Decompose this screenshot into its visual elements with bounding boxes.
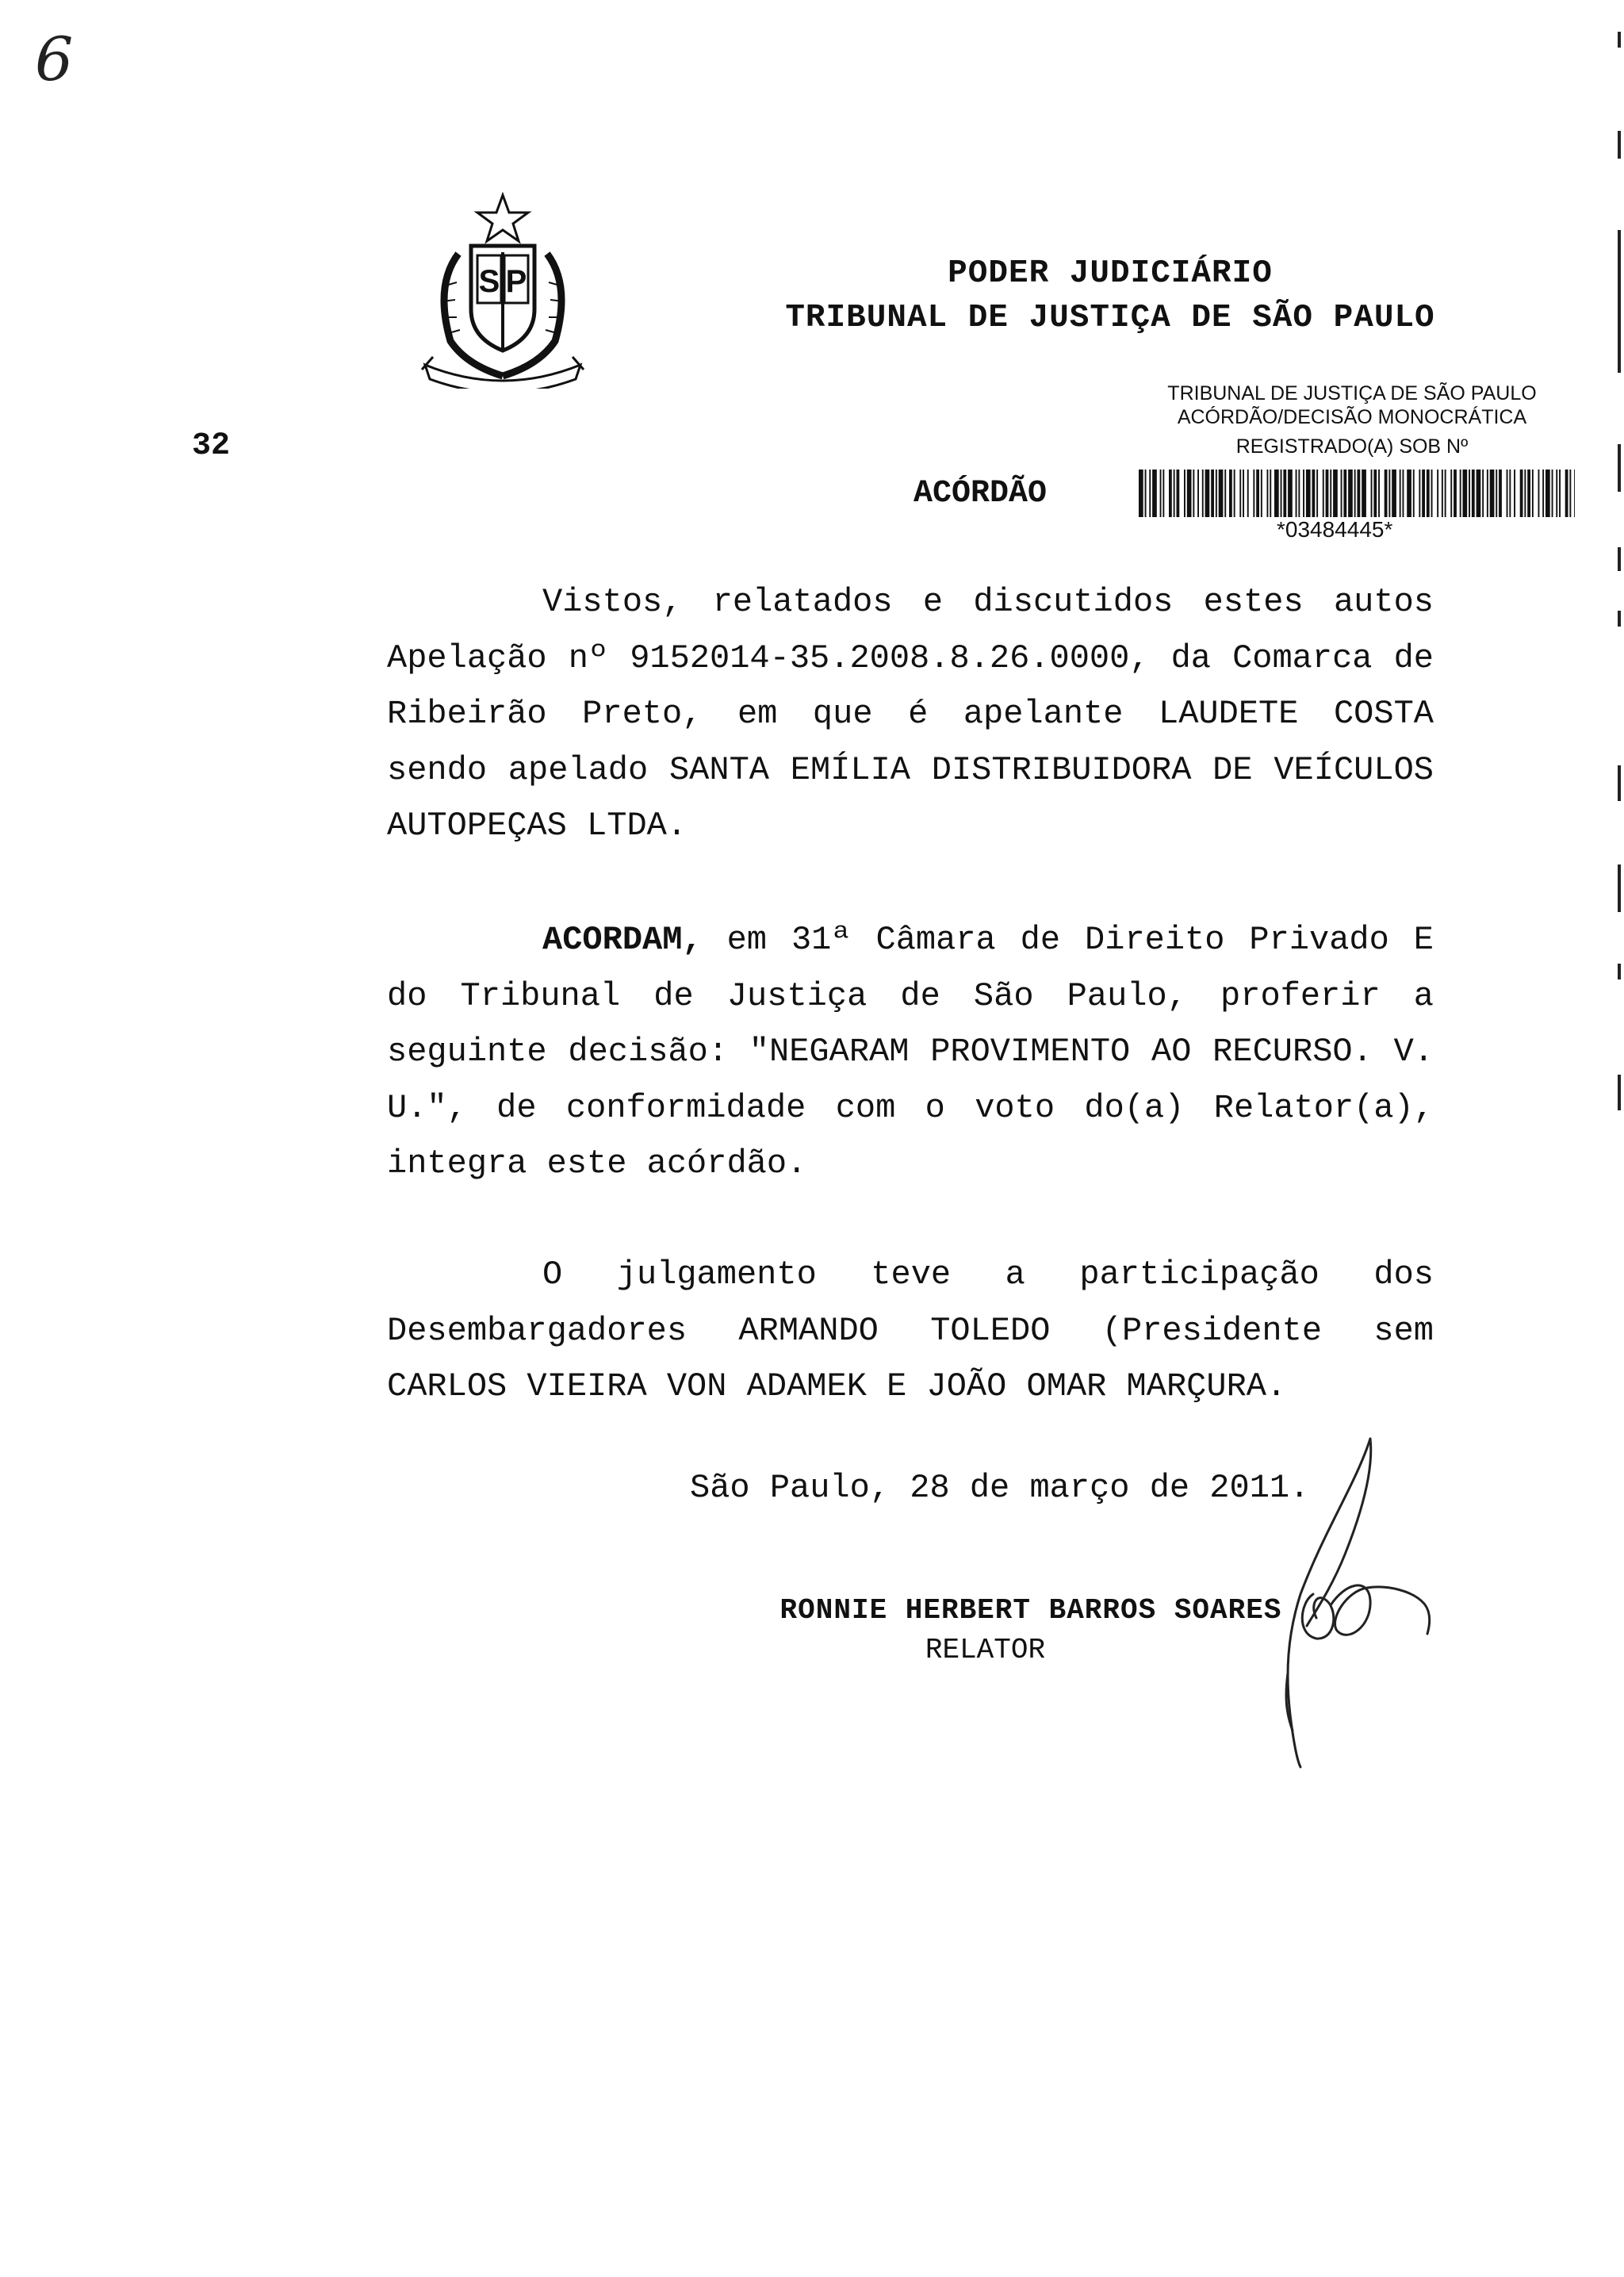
barcode-bar (1552, 470, 1553, 517)
barcode-bar (1253, 470, 1254, 517)
barcode-bar (1160, 470, 1162, 517)
barcode-bar (1219, 470, 1224, 517)
barcode-bar (1267, 470, 1269, 517)
barcode-bar (1316, 470, 1318, 517)
barcode-bar (1197, 470, 1199, 517)
barcode-bar (1174, 470, 1175, 517)
barcode-bar (1392, 470, 1396, 517)
barcode-bar (1312, 470, 1316, 517)
registration-type: ACÓRDÃO/DECISÃO MONOCRÁTICA (1177, 406, 1527, 428)
date-line: São Paulo, 28 de março de 2011. (690, 1469, 1310, 1507)
signer-name: RONNIE HERBERT BARROS SOARES (779, 1594, 1282, 1627)
barcode-bar (1354, 470, 1356, 517)
barcode-bar (1477, 470, 1481, 517)
barcode-bar (1139, 470, 1143, 517)
paragraph-line: seguinte decisão: "NEGARAM PROVIMENTO AO RECURSO. V. (387, 1033, 1434, 1071)
registration-label: REGISTRADO(A) SOB Nº (1235, 435, 1469, 458)
barcode-bar (1162, 470, 1164, 517)
paragraph-julgamento (387, 1247, 1434, 1415)
paragraph-line: Desembargadores ARMANDO TOLEDO (Presidente sem (387, 1311, 1434, 1350)
barcode-bar (1288, 470, 1293, 517)
barcode-bar (1358, 470, 1361, 517)
barcode-bar (1152, 470, 1157, 517)
barcode-bar (1149, 470, 1151, 517)
paragraph-line: U.", de conformidade com o voto do(a) Relator(a), (387, 1088, 1434, 1127)
barcode-bar (1450, 470, 1452, 517)
barcode-bar (1422, 470, 1425, 517)
barcode-bar (1574, 470, 1575, 517)
scan-edge-marks (1611, 0, 1624, 1190)
barcode-bar (1565, 470, 1568, 517)
barcode-bar (1542, 470, 1544, 517)
barcode-bar (1442, 470, 1443, 517)
signer-role: RELATOR (925, 1634, 1046, 1666)
barcode-bar (1454, 470, 1457, 517)
barcode-bar (1460, 470, 1461, 517)
barcode-bar (1184, 470, 1185, 517)
barcode-bar (1234, 470, 1235, 517)
barcode-bar (1559, 470, 1561, 517)
barcode-bar (1205, 470, 1210, 517)
registration-barcode (1139, 470, 1575, 517)
header-court-name: TRIBUNAL DE JUSTIÇA DE SÃO PAULO (785, 300, 1435, 336)
barcode-bar (1400, 470, 1401, 517)
barcode-bar (1323, 470, 1324, 517)
barcode-bar (1270, 470, 1271, 517)
barcode-bar (1283, 470, 1286, 517)
paragraph-line: do Tribunal de Justiça de São Paulo, proferir a (387, 976, 1434, 1015)
barcode-bar (1469, 470, 1470, 517)
barcode-bar (1545, 470, 1550, 517)
paragraph-line: Apelação nº 9152014-35.2008.8.26.0000, da Comarca de (387, 638, 1434, 677)
barcode-bar (1556, 470, 1557, 517)
barcode-bar (1385, 470, 1388, 517)
svg-text:S: S (478, 264, 500, 299)
barcode-bar (1532, 470, 1534, 517)
barcode-bar (1296, 470, 1297, 517)
barcode-bar (1388, 470, 1390, 517)
barcode-bar (1145, 470, 1147, 517)
acordam-keyword: ACORDAM, (542, 921, 703, 959)
barcode-bar (1362, 470, 1366, 517)
barcode-bar (1431, 470, 1433, 517)
barcode-bar (1371, 470, 1373, 517)
barcode-bar (1482, 470, 1484, 517)
paragraph-vistos (387, 574, 1434, 854)
barcode-bar (1373, 470, 1377, 517)
barcode-bar (1463, 470, 1468, 517)
barcode-bar (1445, 470, 1446, 517)
paragraph-line: integra este acórdão. (387, 1144, 807, 1183)
barcode-bar (1538, 470, 1540, 517)
header-court-power: PODER JUDICIÁRIO (948, 255, 1273, 292)
handwritten-signature (1269, 1436, 1443, 1769)
barcode-bar (1569, 470, 1571, 517)
barcode-bar (1514, 470, 1515, 517)
barcode-bar (1202, 470, 1204, 517)
barcode-bar (1496, 470, 1497, 517)
barcode-bar (1378, 470, 1380, 517)
barcode-bar (1239, 470, 1241, 517)
barcode-bar (1343, 470, 1346, 517)
paragraph-line: CARLOS VIEIRA VON ADAMEK E JOÃO OMAR MARÇURA. (387, 1367, 1287, 1405)
paragraph-line: sendo apelado SANTA EMÍLIA DISTRIBUIDORA DE VEÍCULOS (387, 750, 1434, 789)
barcode-bar (1247, 470, 1249, 517)
barcode-bar (1187, 470, 1192, 517)
barcode-bar (1499, 470, 1502, 517)
barcode-bar (1413, 470, 1415, 517)
barcode-bar (1472, 470, 1475, 517)
registration-court: TRIBUNAL DE JUSTIÇA DE SÃO PAULO (1167, 382, 1537, 404)
paragraph-line (387, 912, 1434, 968)
barcode-bar (1298, 470, 1300, 517)
barcode-bar (1507, 470, 1508, 517)
sao-paulo-coat-of-arms-icon (409, 190, 596, 389)
barcode-bar (1229, 470, 1232, 517)
barcode-bar (1407, 470, 1411, 517)
barcode-bar (1169, 470, 1172, 517)
paragraph-line: Vistos, relatados e discutidos estes autos (542, 583, 1434, 621)
barcode-bar (1261, 470, 1262, 517)
handwritten-page-number: 6 (35, 24, 74, 94)
document-type-title: ACÓRDÃO (914, 476, 1048, 512)
barcode-bar (1487, 470, 1488, 517)
barcode-bar (1403, 470, 1404, 517)
barcode-bar (1303, 470, 1304, 517)
svg-text:P: P (505, 264, 527, 299)
acordam-text: em 31ª Câmara de Direito Privado E (702, 921, 1434, 959)
barcode-bar (1509, 470, 1511, 517)
barcode-bar (1527, 470, 1530, 517)
barcode-bar (1427, 470, 1430, 517)
barcode-bar (1524, 470, 1526, 517)
barcode-bar (1330, 470, 1331, 517)
barcode-bar (1437, 470, 1438, 517)
barcode-bar (1333, 470, 1338, 517)
paragraph-line: O julgamento teve a participação dos (542, 1255, 1434, 1294)
barcode-bar (1224, 470, 1226, 517)
barcode-bar (1256, 470, 1259, 517)
barcode-bar (1177, 470, 1180, 517)
barcode-bar (1306, 470, 1311, 517)
paragraph-line: AUTOPEÇAS LTDA. (387, 807, 688, 845)
barcode-bar (1211, 470, 1214, 517)
barcode-bar (1326, 470, 1329, 517)
barcode-bar (1419, 470, 1420, 517)
barcode-bar (1348, 470, 1353, 517)
barcode-bar (1281, 470, 1282, 517)
barcode-number: *03484445* (1277, 517, 1393, 542)
barcode-bar (1520, 470, 1523, 517)
page-number: 32 (192, 428, 231, 464)
barcode-bar (1274, 470, 1279, 517)
barcode-bar (1193, 470, 1194, 517)
barcode-bar (1490, 470, 1495, 517)
barcode-bar (1243, 470, 1244, 517)
paragraph-line: Ribeirão Preto, em que é apelante LAUDETE COSTA (387, 695, 1434, 733)
barcode-bar (1341, 470, 1342, 517)
barcode-bar (1216, 470, 1217, 517)
paragraph-acordam (387, 912, 1434, 1192)
